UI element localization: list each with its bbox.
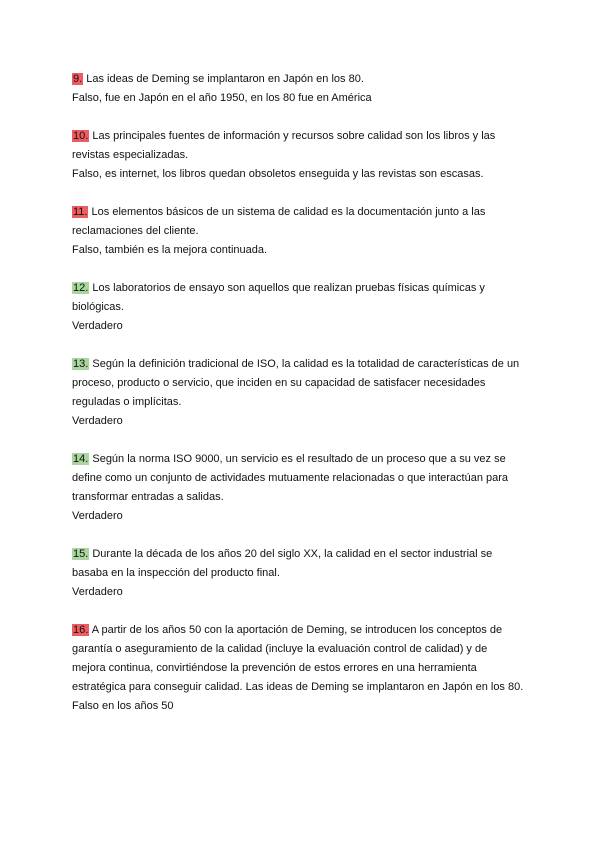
question-line: Según la norma ISO 9000, un servicio es el resultado de un proceso que a su vez se bbox=[92, 453, 506, 465]
question-line: basaba en la inspección del producto final. bbox=[72, 567, 280, 579]
answer-text: Falso, fue en Japón en el año 1950, en los 80 fue en América bbox=[72, 92, 372, 104]
question-line: Durante la década de los años 20 del siglo XX, la calidad en el sector industrial se bbox=[92, 548, 493, 560]
answer-text: Falso en los años 50 bbox=[72, 700, 174, 712]
question-text bbox=[72, 621, 542, 640]
question-line: Las ideas de Deming se implantaron en Japón en los 80. bbox=[86, 73, 364, 85]
question-line: define como un conjunto de actividades mutuamente relacionadas o que interactúan para bbox=[72, 472, 509, 484]
question-line: proceso, producto o servicio, que inciden en su capacidad de satisfacer necesidades bbox=[72, 377, 486, 389]
question-number-highlight-true: 12. bbox=[73, 282, 89, 294]
answer-text: Falso, también es la mejora continuada. bbox=[72, 244, 268, 256]
question-number-highlight-false: 11. bbox=[73, 206, 88, 218]
question-item-13 bbox=[72, 355, 542, 431]
question-line: transformar entradas a salidas. bbox=[72, 491, 224, 503]
question-text bbox=[72, 203, 542, 222]
question-text bbox=[72, 279, 542, 298]
question-line: Según la definición tradicional de ISO, la calidad es la totalidad de características de un bbox=[92, 358, 520, 370]
question-item-16 bbox=[72, 621, 542, 716]
question-item-12 bbox=[72, 279, 542, 336]
answer-text: Verdadero bbox=[72, 415, 123, 427]
question-number-highlight-false: 10. bbox=[73, 130, 89, 142]
question-line: revistas especializadas. bbox=[72, 149, 189, 161]
question-item-15 bbox=[72, 545, 542, 602]
question-line: biológicas. bbox=[72, 301, 124, 313]
question-item-9 bbox=[72, 70, 542, 108]
question-item-11 bbox=[72, 203, 542, 260]
question-line: Los laboratorios de ensayo son aquellos que realizan pruebas físicas químicas y bbox=[92, 282, 485, 294]
question-item-10 bbox=[72, 127, 542, 184]
question-line: A partir de los años 50 con la aportación de Deming, se introducen los conceptos de bbox=[91, 624, 503, 636]
question-line: mejora continua, convirtiéndose la prevención de estos errores en una herramienta bbox=[72, 662, 477, 674]
question-text bbox=[72, 545, 542, 564]
answer-text: Falso, es internet, los libros quedan obsoletos enseguida y las revistas son escasas. bbox=[72, 168, 484, 180]
question-number-highlight-false: 9. bbox=[73, 73, 83, 85]
question-line: Los elementos básicos de un sistema de calidad es la documentación junto a las bbox=[91, 206, 486, 218]
question-text bbox=[72, 450, 542, 469]
question-number-highlight-true: 15. bbox=[73, 548, 89, 560]
question-line: reclamaciones del cliente. bbox=[72, 225, 199, 237]
question-text bbox=[72, 355, 542, 374]
question-line: garantía o aseguramiento de la calidad (incluye la evaluación control de calidad) y de bbox=[72, 643, 488, 655]
answer-text: Verdadero bbox=[72, 586, 123, 598]
question-number-highlight-true: 14. bbox=[73, 453, 89, 465]
question-text bbox=[72, 127, 542, 146]
question-line: estratégica para conseguir calidad. Las ideas de Deming se implantaron en Japón en los 80. bbox=[72, 681, 524, 693]
answer-text: Verdadero bbox=[72, 320, 123, 332]
question-line: Las principales fuentes de información y recursos sobre calidad son los libros y las bbox=[92, 130, 496, 142]
question-line: reguladas o implícitas. bbox=[72, 396, 182, 408]
document-page bbox=[72, 70, 542, 735]
question-number-highlight-true: 13. bbox=[73, 358, 89, 370]
answer-text: Verdadero bbox=[72, 510, 123, 522]
question-text bbox=[72, 70, 542, 89]
question-number-highlight-false: 16. bbox=[73, 624, 89, 636]
question-item-14 bbox=[72, 450, 542, 526]
